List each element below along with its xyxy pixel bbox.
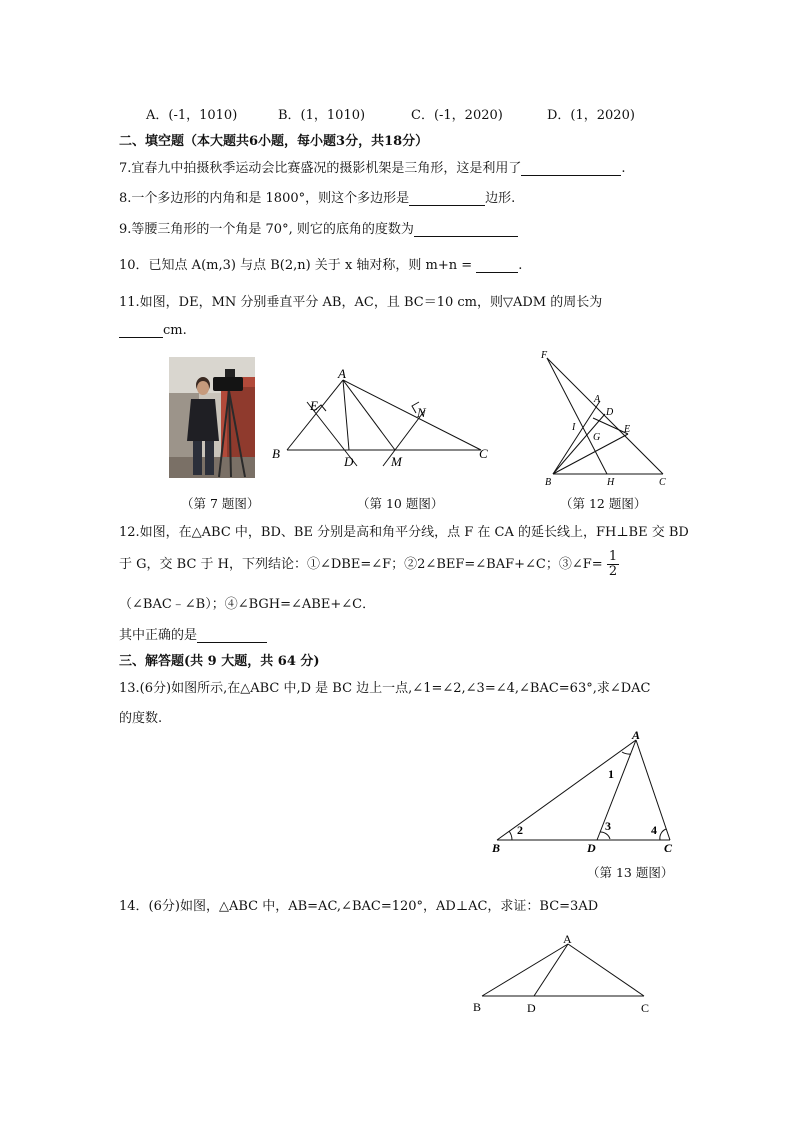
fig13-label-a: A — [632, 728, 641, 742]
fig13-angle-3: 3 — [605, 819, 611, 833]
question-11-line1: 11.如图，DE，MN 分别垂直平分 AB，AC，且 BC＝10 cm，则▽ADM 的周长为 — [119, 295, 603, 310]
fig12-label-f: F — [541, 350, 548, 361]
question-13-line1: 13.(6分)如图所示,在△ABC 中,D 是 BC 边上一点,∠1=∠2,∠3=∠4,∠BAC=63°,求∠DAC — [119, 681, 651, 696]
fig14-diagram — [468, 928, 668, 1020]
question-12-line1: 12.如图，在△ABC 中，BD、BE 分别是高和角平分线，点 F 在 CA 的延长线上，FH⊥BE 交 BD — [119, 525, 689, 540]
fig12-label-a: A — [594, 394, 601, 405]
fig14-label-b: B — [473, 1000, 482, 1014]
question-12-line4-text: 其中正确的是 — [119, 628, 198, 643]
answer-blank[interactable] — [521, 161, 621, 176]
question-7 — [119, 157, 626, 176]
fig10-label-a: A — [338, 366, 346, 381]
fig7-photo — [169, 357, 255, 478]
question-9 — [119, 218, 518, 237]
fig13-label-b: B — [492, 841, 501, 854]
question-12-line3: （∠BAC﹣∠B）；④∠BGH=∠ABE+∠C． — [119, 597, 376, 612]
fig10-diagram — [265, 360, 500, 472]
question-12-line2-text: 于 G，交 BC 于 H，下列结论：①∠DBE=∠F；②2∠BEF=∠BAF+∠C；③∠F= — [119, 557, 603, 572]
question-9-text: 9.等腰三角形的一个角是 70°, 则它的底角的度数为 — [119, 222, 414, 237]
answer-blank[interactable] — [119, 323, 163, 338]
fig10-label-d: D — [344, 454, 354, 469]
question-11-end: cm. — [163, 323, 187, 338]
fig10-label-e: E — [310, 398, 318, 413]
fig13-angle-2: 2 — [517, 823, 523, 837]
question-8-end: 边形. — [485, 191, 516, 206]
fig7-caption: （第 7 题图） — [181, 496, 260, 511]
answer-blank[interactable] — [409, 191, 485, 206]
fraction-one-half: $\frac{1}{2}$ — [608, 549, 618, 579]
question-7-end: . — [621, 161, 626, 176]
fig12-label-g: G — [593, 432, 601, 443]
question-7-text: 7.宜春九中拍摄秋季运动会比赛盛况的摄影机架是三角形，这是利用了 — [119, 161, 522, 176]
option-a: A．(-1，1010) — [146, 108, 238, 123]
fig12-label-c: C — [659, 477, 666, 488]
question-8-text: 8.一个多边形的内角和是 1800°，则这个多边形是 — [119, 191, 410, 206]
fig13-label-d: D — [587, 841, 596, 854]
fig14-label-c: C — [641, 1001, 650, 1015]
fig10-label-b: B — [272, 446, 280, 461]
fig12-label-b: B — [545, 477, 552, 488]
section-3-heading: 三、解答题(共 9 大题，共 64 分) — [119, 654, 320, 669]
fig14-label-d: D — [527, 1001, 536, 1015]
fig12-caption: （第 12 题图） — [560, 496, 647, 511]
option-c: C．(-1，2020) — [411, 108, 503, 123]
question-10-end: . — [518, 258, 523, 273]
answer-blank[interactable] — [414, 222, 518, 237]
question-8 — [119, 187, 515, 206]
question-10-text: 10．已知点 A(m,3) 与点 B(2,n) 关于 x 轴对称，则 m+n = — [119, 258, 473, 273]
option-b: B．(1，1010) — [278, 108, 366, 123]
camera-tripod-photo — [169, 357, 255, 478]
fig13-angle-1: 1 — [608, 767, 614, 781]
question-12-line4 — [119, 624, 267, 643]
answer-blank[interactable] — [476, 258, 518, 273]
answer-blank[interactable] — [197, 628, 267, 643]
fig13-diagram — [488, 728, 683, 854]
fig12-label-e: E — [624, 424, 631, 435]
question-13-line2: 的度数. — [119, 711, 163, 726]
fig10-caption: （第 10 题图） — [357, 496, 444, 511]
fig12-label-h: H — [607, 477, 615, 488]
fig13-label-c: C — [664, 841, 673, 854]
fig10-label-c: C — [479, 446, 488, 461]
fig10-label-n: N — [417, 405, 426, 420]
fig12-label-d: D — [606, 407, 614, 418]
fig13-angle-4: 4 — [651, 823, 657, 837]
fig12-diagram — [535, 348, 675, 490]
fig14-label-a: A — [563, 932, 572, 946]
question-14: 14．(6分)如图，△ABC 中，AB=AC,∠BAC=120°，AD⊥AC，求证：BC=3AD — [119, 899, 599, 914]
question-10 — [119, 254, 522, 273]
section-2-heading: 二、填空题（本大题共6小题，每小题3分，共18分） — [119, 134, 429, 149]
fig10-label-m: M — [391, 454, 402, 469]
question-11-line2 — [119, 323, 187, 338]
question-12-line2 — [119, 550, 619, 579]
option-d: D．(1，2020) — [547, 108, 635, 123]
fig13-caption: （第 13 题图） — [587, 865, 674, 880]
fig12-label-i: I — [572, 422, 576, 433]
